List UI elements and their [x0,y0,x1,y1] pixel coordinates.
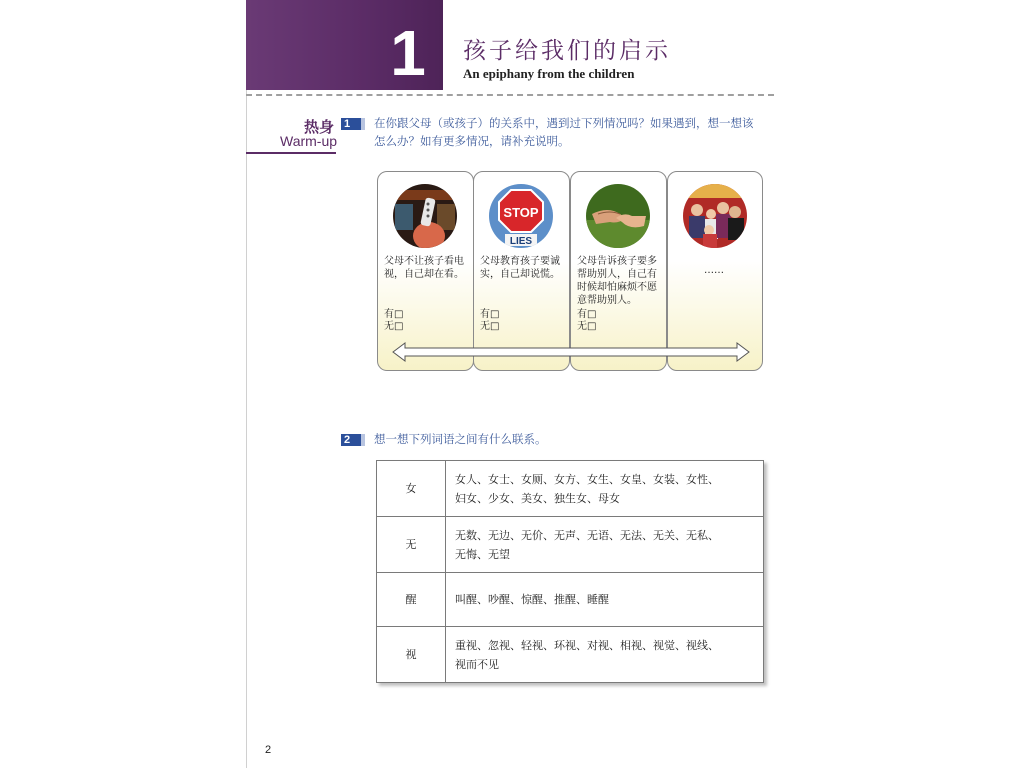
more-situations-ellipsis: …… [704,265,724,276]
related-words-line: 女人、女士、女厕、女方、女生、女皇、女装、女性、 [455,472,719,486]
header-divider [246,94,774,96]
page-left-edge [246,0,247,768]
no-checkbox[interactable]: 无□ [577,321,597,332]
no-checkbox[interactable]: 无□ [384,321,404,332]
yes-checkbox[interactable]: 有□ [577,309,597,320]
yes-checkbox[interactable]: 有□ [480,309,500,320]
exercise-2-instruction: 想一想下列词语之间有什么联系。 [374,432,547,446]
family-photo-icon [683,184,747,248]
key-character: 无 [377,517,446,573]
stop-lies-sign-photo-icon [489,184,553,248]
word-relation-table [376,460,764,683]
chapter-subtitle: An epiphany from the children [463,66,635,81]
exercise-1-instruction [374,114,774,150]
no-checkbox[interactable]: 无□ [480,321,500,332]
helping-hands-photo-icon [586,184,650,248]
related-words [446,517,764,573]
chapter-number: 1 [390,17,426,89]
table-row [377,627,764,683]
table-row [377,573,764,627]
exercise-2-badge: 2 [341,434,361,446]
exercise-1-instruction-line-1: 在你跟父母（或孩子）的关系中，遇到过下列情况吗？如果遇到，想一想该 [374,116,754,130]
yes-checkbox[interactable]: 有□ [384,309,404,320]
warmup-label-en: Warm-up [280,133,338,149]
related-words-line: 重视、忽视、轻视、环视、对视、相视、视觉、视线、 [455,638,719,652]
situation-text: 父母教育孩子要诚实，自己却说慌。 [480,256,560,280]
tv-remote-photo-icon [393,184,457,248]
related-words-line: 叫醒、吵醒、惊醒、推醒、睡醒 [455,593,609,606]
exercise-1-instruction-line-2: 怎么办？如有更多情况，请补充说明。 [374,134,570,148]
table-row [377,517,764,573]
stop-sign-text: STOP [503,205,539,220]
key-character: 醒 [377,573,446,627]
situation-cards [377,171,763,372]
key-character: 视 [377,627,446,683]
lies-sign-text: LIES [509,236,533,247]
related-words-line: 无悔、无望 [455,547,510,561]
situation-text: 父母告诉孩子要多帮助别人，自己有时候却怕麻烦不愿意帮助别人。 [577,256,657,306]
warmup-label: 热身 [304,118,335,136]
chapter-title: 孩子给我们的启示 [463,38,671,64]
related-words-line: 妇女、少女、美女、独生女、母女 [455,491,620,505]
related-words [446,461,764,517]
table-row [377,461,764,517]
key-character: 女 [377,461,446,517]
related-words [446,573,764,627]
warmup-underline [246,152,336,154]
related-words [446,627,764,683]
exercise-1-badge: 1 [341,118,361,130]
page-number: 2 [265,744,272,756]
related-words-line: 无数、无边、无价、无声、无语、无法、无关、无私、 [455,528,719,542]
double-arrow-icon [391,341,751,363]
related-words-line: 视而不见 [455,657,499,671]
situation-text: 父母不让孩子看电视，自己却在看。 [384,256,464,280]
